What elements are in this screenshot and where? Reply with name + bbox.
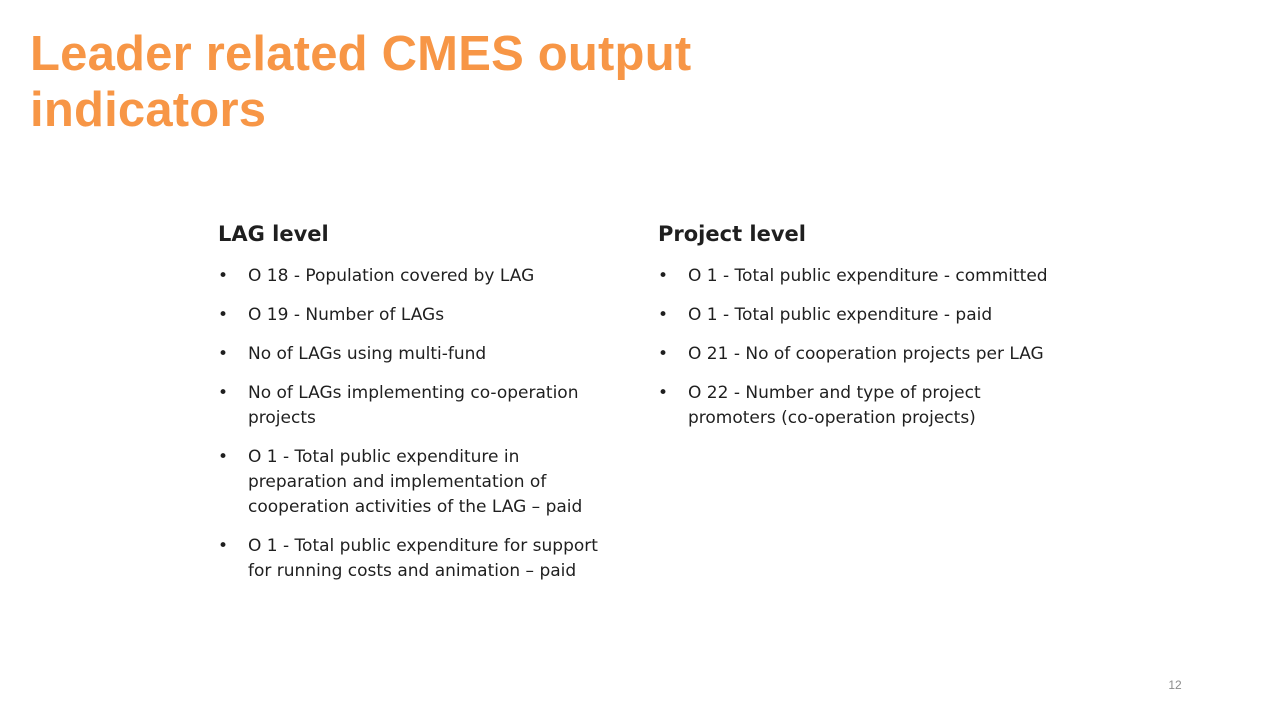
list-item-text: O 19 - Number of LAGs [248,305,445,325]
list-item [658,342,1058,367]
bullet-icon: • [218,266,229,286]
list-item-text: O 1 - Total public expenditure - paid [688,305,993,325]
lag-level-column [218,218,608,598]
list-item [218,342,608,367]
bullet-icon: • [218,344,229,364]
title-line-2: indicators [30,83,267,137]
list-item [658,381,1058,431]
list-item [218,534,608,584]
list-item [218,445,608,520]
bullet-icon: • [218,305,229,325]
project-level-list [658,264,1058,431]
bullet-icon: • [218,536,229,556]
bullet-icon: • [218,383,229,403]
bullet-icon: • [218,447,229,467]
slide-title [30,26,930,138]
bullet-icon: • [658,383,669,403]
bullet-icon: • [658,305,669,325]
list-item [218,264,608,289]
lag-level-heading: LAG level [218,222,329,246]
list-item-text: No of LAGs implementing co-operation projects [248,383,579,428]
project-level-column [658,218,1058,445]
bullet-icon: • [658,344,669,364]
title-line-1: Leader related CMES output [30,27,692,81]
list-item [218,303,608,328]
list-item-text: O 22 - Number and type of project promoters (co-operation projects) [688,383,981,428]
list-item-text: O 18 - Population covered by LAG [248,266,535,286]
lag-level-list [218,264,608,584]
list-item [658,264,1058,289]
list-item-text: O 1 - Total public expenditure in preparation and implementation of cooperation activities of the LAG – paid [248,447,583,517]
list-item [658,303,1058,328]
page-number: 12 [1168,678,1182,692]
list-item-text: O 1 - Total public expenditure for support for running costs and animation – paid [248,536,598,581]
list-item [218,381,608,431]
project-level-heading: Project level [658,222,806,246]
bullet-icon: • [658,266,669,286]
list-item-text: O 1 - Total public expenditure - committed [688,266,1048,286]
list-item-text: O 21 - No of cooperation projects per LAG [688,344,1044,364]
list-item-text: No of LAGs using multi-fund [248,344,487,364]
